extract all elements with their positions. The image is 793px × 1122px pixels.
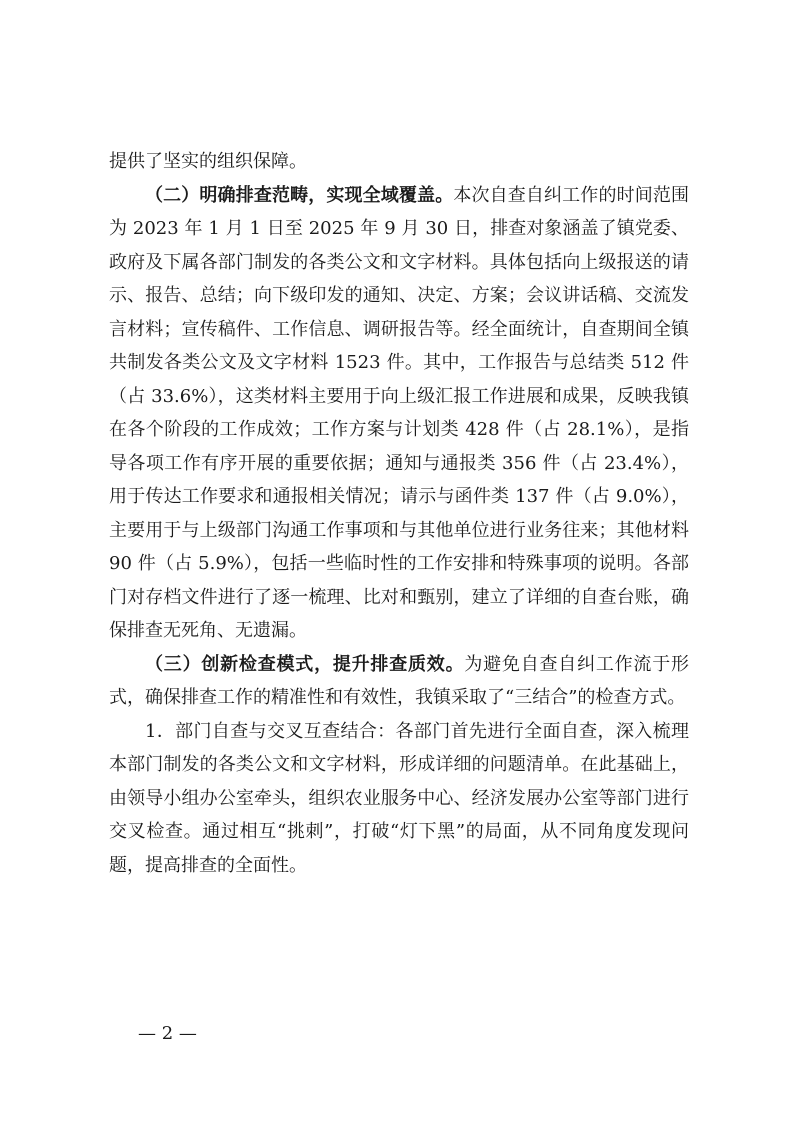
paragraph-scope-text: 本次自查自纠工作的时间范围为 2023 年 1 月 1 日至 2025 年 9 月 30 日，排查对象涵盖了镇党委、政府及下属各部门制发的各类公文和文字材料。具体包括向上级报送的请示、报告、总结；向下级印发的通知、决定、方案；会议讲话稿、交流发言材料；宣传稿件、工作信息、调研报告等。经全面统计，自查期间全镇共制发各类公文及文字材料 1523 件。其中，工作报告与总结类 512 件（占 33.6%），这类材料主要用于向上级汇报工作进展和成果，反映我镇在各个阶段的工作成效；工作方案与计划类 428 件（占 28.1%），是指导各项工作有序开展的重要依据；通知与通报类 356 件（占 23.4%），用于传达工作要求和通报相关情况；请示与函件类 137 件（占 9.0%），主要用于与上级部门沟通工作事项和与其他单位进行业务往来；其他材料 90 件（占 5.9%），包括一些临时性的工作安排和特殊事项的说明。各部门对存档文件进行了逐一梳理、比对和甄别，建立了详细的自查台账，确保排查无死角、无遗漏。: [109, 184, 689, 641]
section-heading-mode: （三）创新检查模式，提升排查质效。: [145, 653, 465, 675]
body-text: [109, 145, 689, 882]
page-number: — 2 —: [138, 1023, 197, 1044]
paragraph-mode: [109, 648, 689, 715]
section-heading-scope: （二）明确排查范畴，实现全域覆盖。: [145, 184, 454, 206]
paragraph-mode-text: 为避免自查自纠工作流于形式，确保排查工作的精准性和有效性，我镇采取了“三结合”的检查方式。: [109, 653, 690, 708]
paragraph-scope: [109, 179, 689, 648]
paragraph-continuation: 提供了坚实的组织保障。: [109, 151, 307, 172]
paragraph-item-1: 1．部门自查与交叉互查结合：各部门首先进行全面自查，深入梳理本部门制发的各类公文和文字材料，形成详细的问题清单。在此基础上，由领导小组办公室牵头，组织农业服务中心、经济发展办公室等部门进行交叉检查。通过相互“挑刺”，打破“灯下黑”的局面，从不同角度发现问题，提高排查的全面性。: [109, 720, 689, 876]
